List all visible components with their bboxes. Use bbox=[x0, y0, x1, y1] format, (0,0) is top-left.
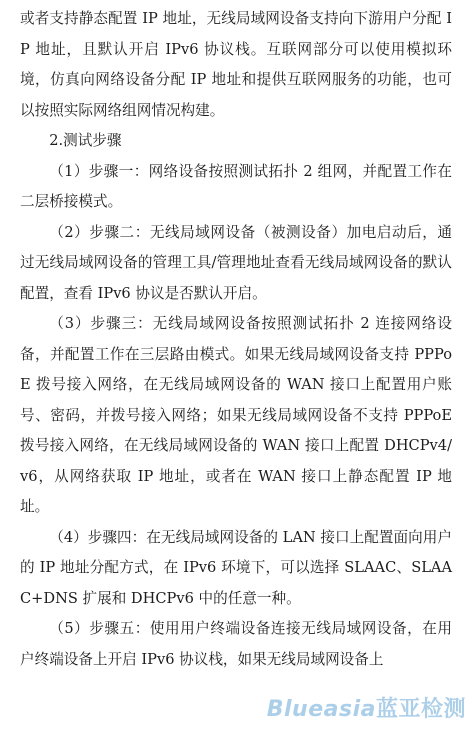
paragraph-step-2: （2）步骤二：无线局域网设备（被测设备）加电启动后，通过无线局域网设备的管理工具/管理地址查看无线局域网设备的默认配置，查看 IPv6 协议是否默认开启。 bbox=[20, 223, 452, 302]
watermark-latin: Blueasia bbox=[266, 697, 376, 722]
watermark-logo bbox=[267, 692, 466, 723]
section-heading: 2.测试步骤 bbox=[49, 132, 122, 149]
paragraph-step-1: （1）步骤一：网络设备按照测试拓扑 2 组网，并配置工作在二层桥接模式。 bbox=[20, 162, 452, 210]
watermark-cjk: 蓝亚检测 bbox=[375, 697, 466, 722]
paragraph-intro: 或者支持静态配置 IP 地址，无线局域网设备支持向下游用户分配 IP 地址，且默认开启 IPv6 协议栈。互联网部分可以使用模拟环境，仿真向网络设备分配 IP 地址和提供互联网服务的功能，也可以按照实际网络组网情况构建。 bbox=[20, 10, 452, 119]
paragraph-step-3: （3）步骤三：无线局域网设备按照测试拓扑 2 连接网络设备，并配置工作在三层路由模式。如果无线局域网设备支持 PPPoE 拨号接入网络，在无线局域网设备的 WAN 接口上配置用户账号、密码，并拨号接入网络；如果无线局域网设备不支持 PPPoE 拨号接入网络，在无线局域网设备的 WAN 接口上配置 DHCPv4/v6，从网络获取 IP 地址，或者在 WAN 接口上静态配置 IP 地址。 bbox=[20, 315, 452, 515]
paragraph-step-5: （5）步骤五：使用用户终端设备连接无线局域网设备，在用户终端设备上开启 IPv6 协议栈，如果无线局域网设备上 bbox=[20, 620, 452, 668]
paragraph-step-4: （4）步骤四：在无线局域网设备的 LAN 接口上配置面向用户的 IP 地址分配方式，在 IPv6 环境下，可以选择 SLAAC、SLAAC+DNS 扩展和 DHCPv6 中的任意一种。 bbox=[20, 528, 452, 607]
